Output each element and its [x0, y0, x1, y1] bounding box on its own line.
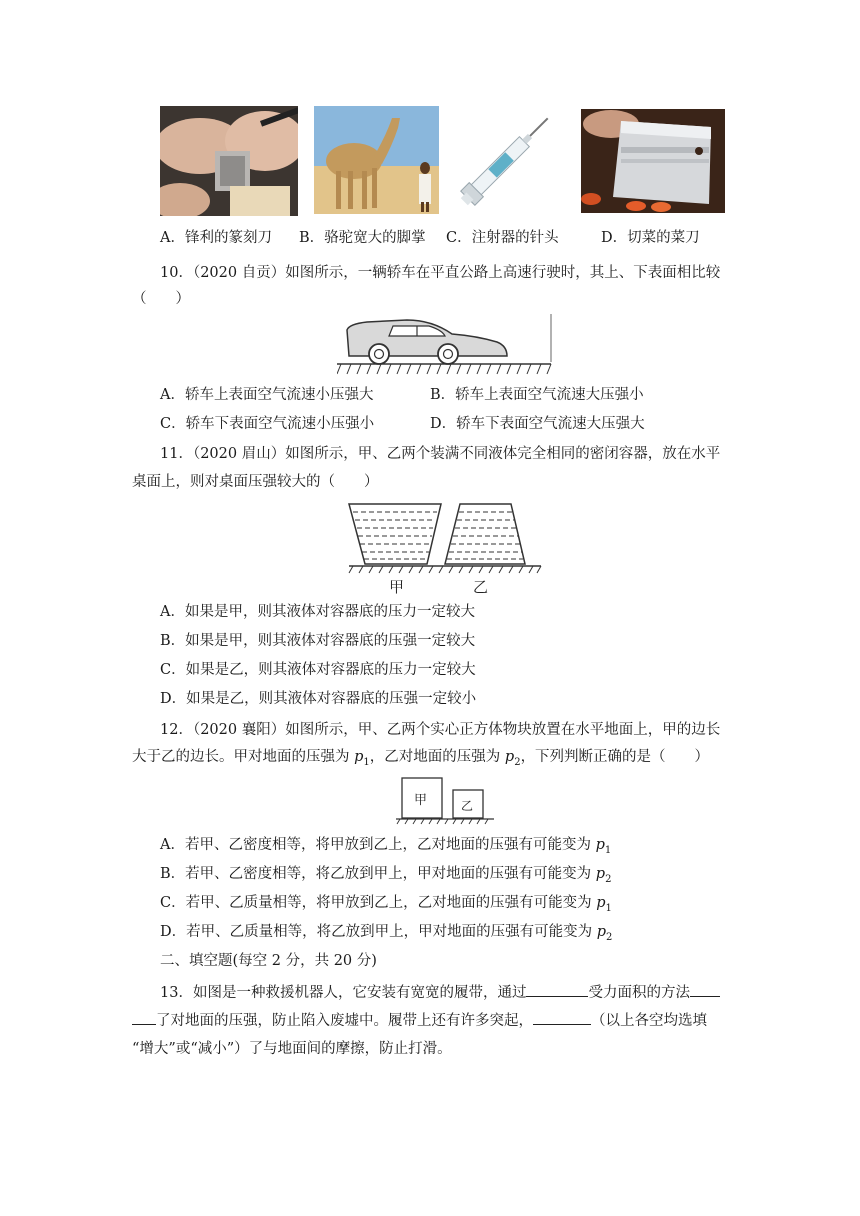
camel-photo: [314, 106, 439, 214]
q12-option-a: A．若甲、乙密度相等，将甲放到乙上，乙对地面的压强有可能变为 $p_1$: [160, 837, 612, 856]
q12-stem-line2: 大于乙的边长。甲对地面的压强为 $p_1$，乙对地面的压强为 $p_2$，下列判断正确的是（ ）: [132, 749, 710, 768]
q11-stem-line1: 11．（2020 眉山）如图所示，甲、乙两个装满不同液体完全相同的密闭容器，放在水平: [160, 446, 721, 462]
label-yi: 乙: [473, 578, 489, 596]
q11-stem-line2: 桌面上，则对桌面压强较大的（ ）: [132, 474, 379, 490]
block-label-jia: 甲: [414, 793, 428, 808]
blank-2-end[interactable]: [132, 1010, 156, 1025]
q11-option-a: A．如果是甲，则其液体对容器底的压力一定较大: [160, 604, 475, 620]
blank-3[interactable]: [533, 1010, 591, 1025]
label-jia: 甲: [389, 578, 405, 596]
option-d: D．切菜的菜刀: [601, 230, 700, 246]
cleaver-photo: [581, 109, 725, 213]
option-b: B．骆驼宽大的脚掌: [299, 230, 426, 246]
containers-diagram: [345, 500, 545, 598]
option-a: A．锋利的篆刻刀: [160, 230, 272, 246]
q11-option-d: D．如果是乙，则其液体对容器底的压强一定较小: [160, 691, 477, 707]
q13-line1: 13．如图是一种救援机器人，它安装有宽宽的履带，通过 受力面积的方法: [160, 982, 720, 1003]
block-label-yi: 乙: [461, 799, 474, 813]
q10-option-a: A．轿车上表面空气流速小压强大: [160, 387, 374, 403]
q10-stem-line2: （ ）: [132, 291, 190, 307]
q10-stem-line1: 10．（2020 自贡）如图所示，一辆轿车在平直公路上高速行驶时，其上、下表面相比较: [160, 265, 721, 281]
q10-option-b: B．轿车上表面空气流速大压强小: [430, 387, 644, 403]
blank-1[interactable]: [526, 982, 588, 997]
q12-option-b: B．若甲、乙密度相等，将乙放到甲上，甲对地面的压强有可能变为 $p_2$: [160, 866, 612, 885]
car-diagram: [337, 312, 553, 378]
q11-option-c: C．如果是乙，则其液体对容器底的压力一定较大: [160, 662, 476, 678]
q10-option-d: D．轿车下表面空气流速大压强大: [430, 416, 645, 432]
engraving-knife-photo: [160, 106, 298, 216]
q10-option-c: C．轿车下表面空气流速小压强小: [160, 416, 375, 432]
syringe-photo: [447, 104, 565, 216]
blank-2-start[interactable]: [690, 982, 720, 997]
section-heading: 二、填空题(每空 2 分，共 20 分): [160, 953, 377, 969]
q11-option-b: B．如果是甲，则其液体对容器底的压强一定较大: [160, 633, 476, 649]
blocks-diagram: [396, 776, 496, 826]
q13-line2: 了对地面的压强，防止陷入废墟中。履带上还有许多突起， （以上各空均选填: [132, 1010, 707, 1031]
q13-line3: “增大”或“减小”）了与地面间的摩擦，防止打滑。: [132, 1041, 452, 1057]
option-c: C．注射器的针头: [446, 230, 559, 246]
q12-option-c: C．若甲、乙质量相等，将甲放到乙上，乙对地面的压强有可能变为 $p_1$: [160, 895, 612, 914]
q12-stem-line1: 12．（2020 襄阳）如图所示，甲、乙两个实心正方体物块放置在水平地面上，甲的边长: [160, 722, 721, 738]
q12-option-d: D．若甲、乙质量相等，将乙放到甲上，甲对地面的压强有可能变为 $p_2$: [160, 924, 613, 943]
